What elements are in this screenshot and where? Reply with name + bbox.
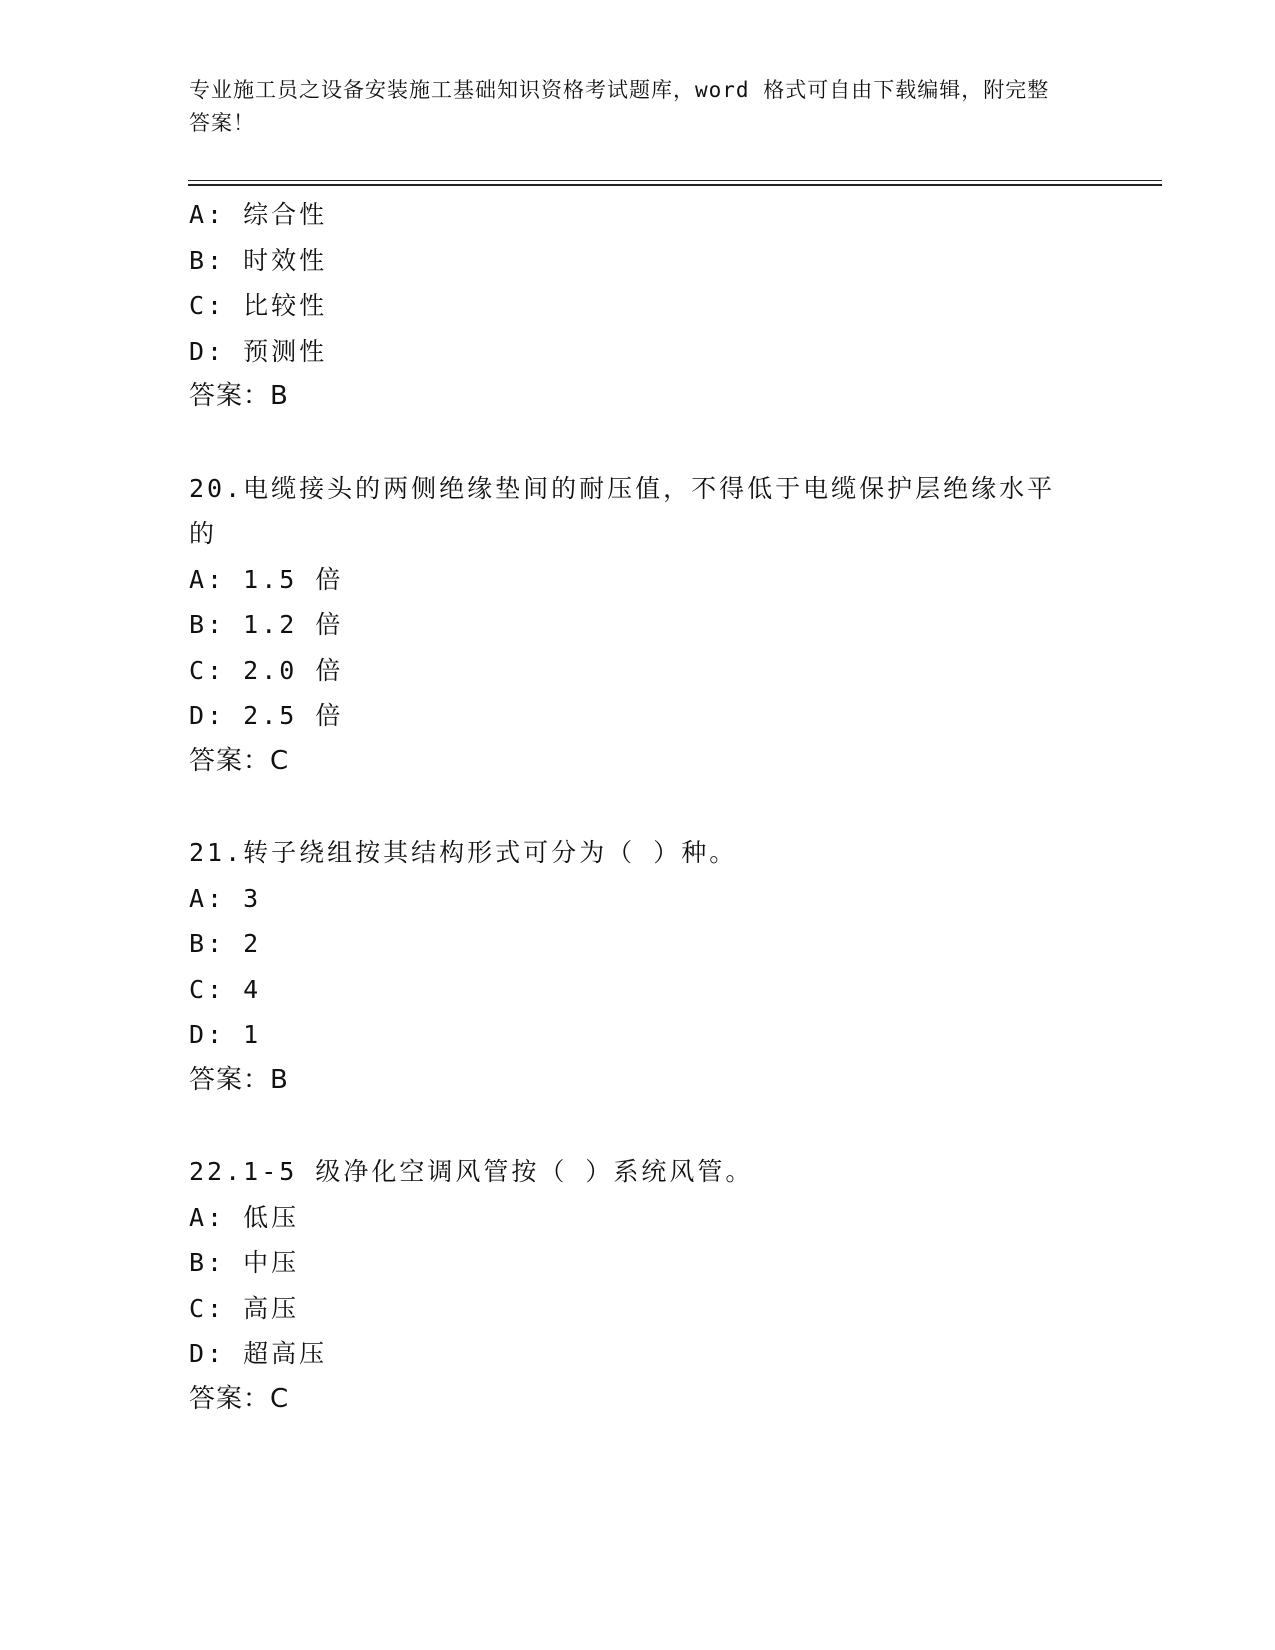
option-d: D: 超高压 [189,1339,328,1368]
spacer [189,420,1089,466]
option-b: B: 2 [189,929,262,958]
option-c: C: 2.0 倍 [189,655,344,685]
question-block-20 [189,466,1089,785]
option-d: D: 1 [189,1020,262,1049]
question-block-21 [189,830,1089,1103]
option-c: C: 4 [189,974,262,1004]
option-b: B: 时效性 [189,245,328,275]
option-a: A: 低压 [189,1202,300,1232]
spacer [189,1103,1089,1149]
page-header-title: 专业施工员之设备安装施工基础知识资格考试题库，word 格式可自由下载编辑，附完整答案！ [189,78,1050,135]
question-text: 22.1-5 级净化空调风管按（ ）系统风管。 [189,1157,754,1186]
header-divider-thick [188,184,1162,186]
question-block-22 [189,1149,1089,1422]
header-divider-thin [188,180,1162,181]
answer-line: 答案：C [189,745,290,776]
question-text: 21.转子绕组按其结构形式可分为（ ）种。 [189,838,738,867]
option-d: D: 预测性 [189,336,328,366]
option-c: C: 比较性 [189,291,328,320]
option-a: A: 综合性 [189,200,328,229]
answer-line: 答案：B [189,1064,289,1095]
option-b: B: 中压 [189,1248,300,1277]
option-d: D: 2.5 倍 [189,701,344,730]
option-a: A: 1.5 倍 [189,564,344,594]
spacer [189,784,1089,830]
option-a: A: 3 [189,883,262,913]
question-text: 20.电缆接头的两侧绝缘垫间的耐压值，不得低于电缆保护层绝缘水平的 [189,473,1056,548]
answer-line: 答案：B [189,381,289,411]
answer-line: 答案：C [189,1383,290,1414]
option-c: C: 高压 [189,1293,300,1323]
question-content [189,192,1089,1422]
option-b: B: 1.2 倍 [189,610,344,639]
prev-question-block [189,192,1089,420]
